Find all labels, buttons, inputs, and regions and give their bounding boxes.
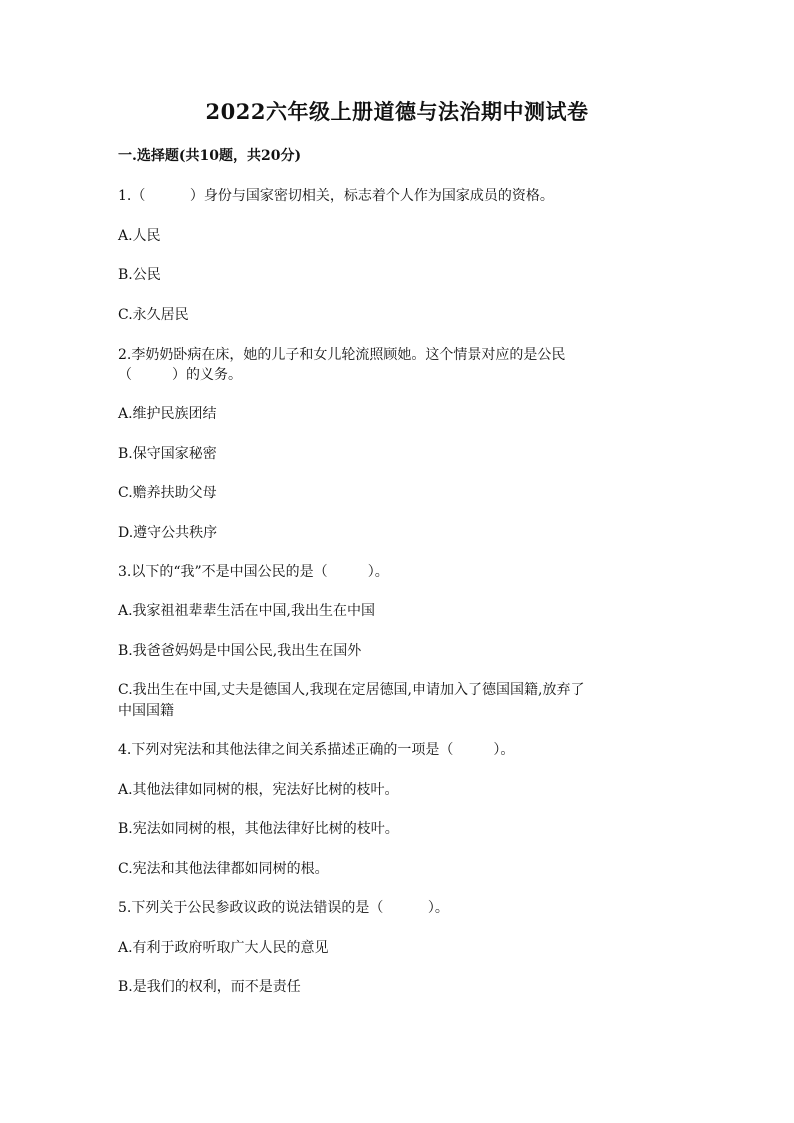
question-5-option-b: B.是我们的权利，而不是责任	[118, 979, 301, 995]
question-2-option-d: D.遵守公共秩序	[118, 525, 218, 541]
question-3-option-c: C.我出生在中国,丈夫是德国人,我现在定居德国,申请加入了德国国籍,放弃了	[118, 682, 585, 698]
question-3-option-b: B.我爸爸妈妈是中国公民,我出生在国外	[118, 643, 362, 659]
question-3-stem: 3.以下的“我”不是中国公民的是（ ）。	[118, 564, 389, 580]
question-1-option-c: C.永久居民	[118, 307, 189, 323]
question-5-stem: 5.下列关于公民参政议政的说法错误的是（ ）。	[118, 900, 449, 916]
question-4-option-c: C.宪法和其他法律都如同树的根。	[118, 861, 329, 877]
question-2-option-c: C.赡养扶助父母	[118, 485, 217, 501]
question-1-stem: 1.（ ）身份与国家密切相关，标志着个人作为国家成员的资格。	[118, 188, 554, 204]
question-2-option-b: B.保守国家秘密	[118, 446, 217, 462]
section-heading: 一.选择题(共10题，共20分)	[118, 148, 302, 164]
question-1-option-a: A.人民	[118, 228, 161, 244]
question-2-option-a: A.维护民族团结	[118, 406, 217, 422]
question-4-option-a: A.其他法律如同树的根，宪法好比树的枝叶。	[118, 782, 399, 798]
question-5-option-a: A.有利于政府听取广大人民的意见	[118, 940, 329, 956]
question-2-stem-line-1: 2.李奶奶卧病在床，她的儿子和女儿轮流照顾她。这个情景对应的是公民	[118, 347, 566, 363]
question-3-option-c-continued: 中国国籍	[118, 703, 174, 719]
question-2-stem-line-2: （ ）的义务。	[118, 367, 243, 383]
question-4-option-b: B.宪法如同树的根，其他法律好比树的枝叶。	[118, 821, 399, 837]
exam-title: 2022六年级上册道德与法治期中测试卷	[205, 99, 589, 124]
question-3-option-a: A.我家祖祖辈辈生活在中国,我出生在中国	[118, 603, 376, 619]
question-1-option-b: B.公民	[118, 267, 161, 283]
question-4-stem: 4.下列对宪法和其他法律之间关系描述正确的一项是（ ）。	[118, 742, 515, 758]
